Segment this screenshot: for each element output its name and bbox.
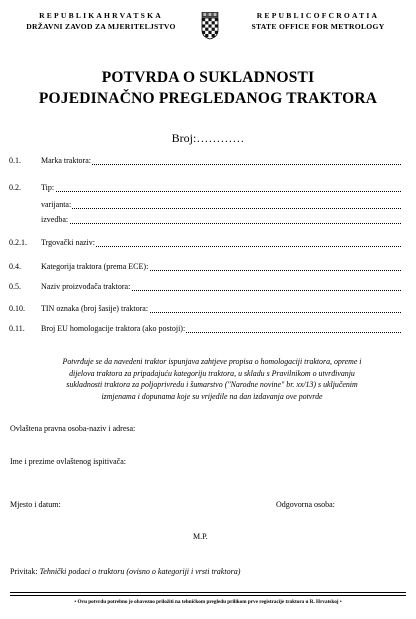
confirmation-line: dijelova traktora za pripadajuću kategoriju traktora, u skladu s Pravilnikom o utvrđivanju bbox=[69, 368, 355, 378]
field-label: varijanta: bbox=[41, 200, 72, 209]
confirmation-statement bbox=[18, 356, 406, 402]
field-number: 0.2.1. bbox=[9, 238, 27, 247]
field-row bbox=[9, 323, 401, 335]
responsible-person-label: Odgovorna osoba: bbox=[276, 500, 335, 509]
letterhead bbox=[0, 11, 416, 45]
field-row bbox=[9, 182, 401, 194]
attachment-label: Privitak: bbox=[10, 567, 38, 576]
footer-divider bbox=[10, 595, 406, 596]
fill-in-line bbox=[41, 191, 401, 192]
field-label: Tip: bbox=[41, 183, 55, 192]
field-row bbox=[9, 237, 401, 249]
field-row bbox=[9, 214, 401, 226]
stamp-placeholder: M.P. bbox=[193, 532, 208, 541]
field-label: Kategorija traktora (prema ECE): bbox=[41, 262, 149, 271]
attachment-text: Tehnički podaci o traktoru (ovisno o kategoriji i vrsti traktora) bbox=[39, 567, 241, 576]
field-label: Trgovački naziv: bbox=[41, 238, 95, 247]
confirmation-line: sukladnosti traktora za poljoprivredu i šumarstvo ("Narodne novine" br. xx/13) s uključenim bbox=[66, 380, 358, 389]
header-left-line2: DRŽAVNI ZAVOD ZA MJERITELJSTVO bbox=[26, 22, 176, 31]
field-row bbox=[9, 261, 401, 273]
inspector-name-label: Ime i prezime ovlaštenog ispitivača: bbox=[10, 457, 126, 466]
fill-in-line bbox=[41, 223, 401, 224]
field-number: 0.11. bbox=[9, 324, 25, 333]
field-row bbox=[9, 199, 401, 211]
field-label: Broj EU homologacije traktora (ako postoji): bbox=[41, 324, 186, 333]
coat-of-arms-icon bbox=[199, 12, 221, 40]
confirmation-line: Potvrđuje se da navedeni traktor ispunjava zahtjeve propisa o homologaciji traktora, opreme i bbox=[62, 357, 362, 366]
fill-in-line bbox=[41, 208, 401, 209]
field-row bbox=[9, 281, 401, 293]
field-row bbox=[9, 155, 401, 167]
attachment-line bbox=[10, 567, 240, 576]
fill-in-line bbox=[41, 164, 401, 165]
field-number: 0.10. bbox=[9, 304, 25, 313]
footnote: • Ovu potvrdu potrebno je obavezno priložiti na tehničkom pregledu prilikom prve registracije traktora u R. Hrvatskoj • bbox=[74, 599, 342, 605]
confirmation-line: izmjenama i dopunama koje su vrijedile na dan izdavanja ove potvrde bbox=[101, 391, 323, 401]
field-label: Naziv proizvođača traktora: bbox=[41, 282, 131, 291]
field-number: 0.1. bbox=[9, 156, 21, 165]
place-date-label: Mjesto i datum: bbox=[10, 500, 61, 509]
field-label: Marka traktora: bbox=[41, 156, 91, 165]
footer-divider bbox=[10, 592, 406, 593]
field-label: TIN oznaka (broj šasije) traktora: bbox=[41, 304, 149, 313]
field-label: izvedba: bbox=[41, 215, 69, 224]
header-left-line1: REPUBLIKAHRVATSKA bbox=[39, 11, 163, 20]
authorized-entity-label: Ovlaštena pravna osoba-naziv i adresa: bbox=[10, 424, 136, 433]
document-title-line1: POTVRDA O SUKLADNOSTI bbox=[101, 69, 315, 86]
field-number: 0.2. bbox=[9, 183, 21, 192]
field-number: 0.4. bbox=[9, 262, 21, 271]
field-row bbox=[9, 303, 401, 315]
certificate-number: Broj:………… bbox=[171, 131, 245, 145]
header-right-line2: STATE OFFICE FOR METROLOGY bbox=[251, 22, 385, 31]
header-right-line1: REPUBLICOFCROATIA bbox=[256, 11, 380, 20]
field-number: 0.5. bbox=[9, 282, 21, 291]
document-title-line2: POJEDINAČNO PREGLEDANOG TRAKTORA bbox=[38, 90, 378, 107]
